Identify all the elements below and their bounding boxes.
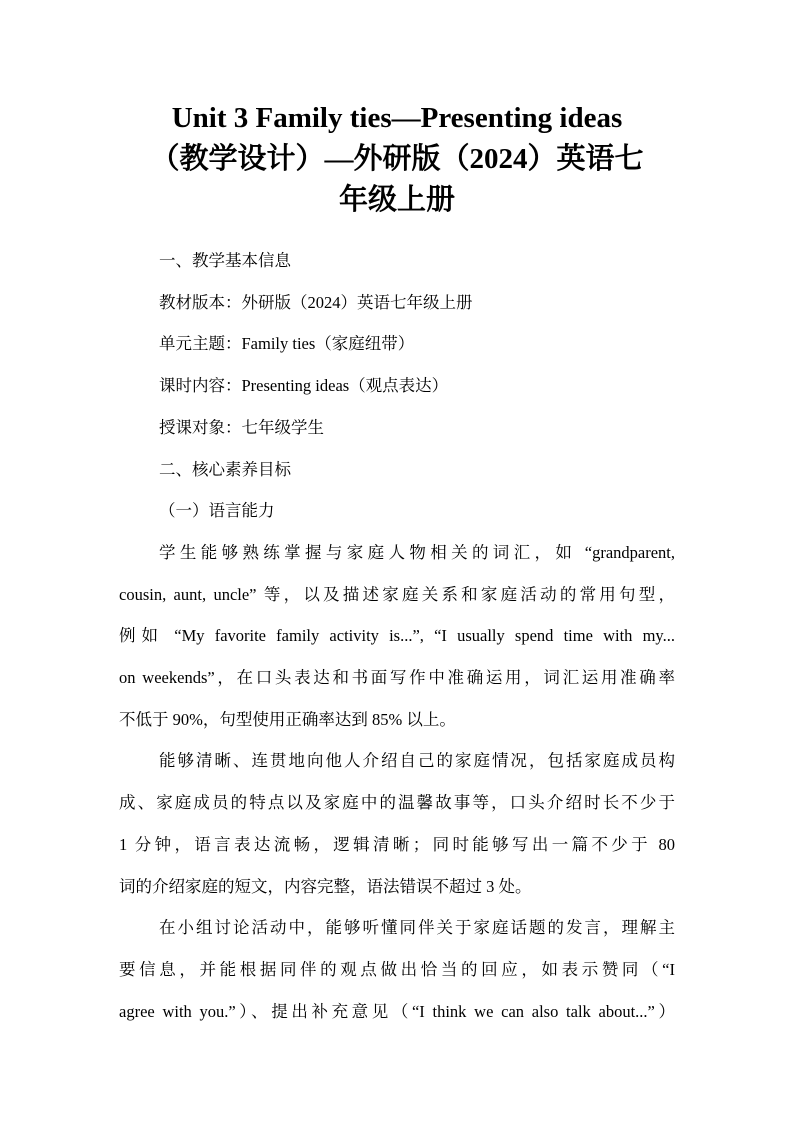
title-line-3: 年级上册: [338, 184, 455, 216]
paragraph-introduction: [119, 740, 675, 907]
info-audience: 授课对象：七年级学生: [159, 417, 324, 437]
paragraph-group-discussion: [119, 907, 675, 1032]
section-heading-core-goals: 二、核心素养目标: [159, 459, 291, 479]
section-heading-basic-info: 一、教学基本信息: [159, 251, 291, 270]
paragraph-vocabulary: [119, 532, 675, 741]
title-line-1: Unit 3 Family ties—Presenting ideas: [171, 102, 623, 134]
paragraph-line: 例如 “My favorite family activity is...”, “I usually spend time with my...: [119, 626, 675, 646]
subsection-heading-language: （一）语言能力: [159, 501, 275, 521]
paragraph-line: 要信息，并能根据同伴的观点做出恰当的回应，如表示赞同（“I: [119, 959, 675, 979]
paragraph-line: 在小组讨论活动中，能够听懂同伴关于家庭话题的发言，理解主: [159, 918, 675, 938]
title-line-2: （教学设计）—外研版（2024）英语七: [150, 143, 644, 175]
paragraph-line: agree with you.”）、提出补充意见（“I think we can also talk about...”）: [119, 1001, 675, 1021]
document-body: [119, 240, 675, 1032]
paragraph-line: cousin, aunt, uncle” 等，以及描述家庭关系和家庭活动的常用句型，: [119, 584, 675, 604]
paragraph-line: 能够清晰、连贯地向他人介绍自己的家庭情况，包括家庭成员构: [159, 751, 675, 771]
paragraph-line: 不低于 90%，句型使用正确率达到 85% 以上。: [119, 709, 456, 729]
paragraph-line: 词的介绍家庭的短文，内容完整，语法错误不超过 3 处。: [119, 876, 532, 896]
info-unit-theme: 单元主题：Family ties（家庭纽带）: [159, 334, 415, 354]
info-textbook: 教材版本：外研版（2024）英语七年级上册: [159, 292, 473, 312]
paragraph-line: 学生能够熟练掌握与家庭人物相关的词汇，如 “grandparent,: [159, 542, 675, 562]
paragraph-line: on weekends”，在口头表达和书面写作中准确运用，词汇运用准确率: [119, 668, 675, 688]
paragraph-line: 1 分钟，语言表达流畅，逻辑清晰；同时能够写出一篇不少于 80: [119, 834, 675, 854]
paragraph-line: 成、家庭成员的特点以及家庭中的温馨故事等，口头介绍时长不少于: [119, 793, 675, 813]
info-lesson: 课时内容：Presenting ideas（观点表达）: [159, 376, 449, 396]
document-title: [100, 98, 694, 221]
